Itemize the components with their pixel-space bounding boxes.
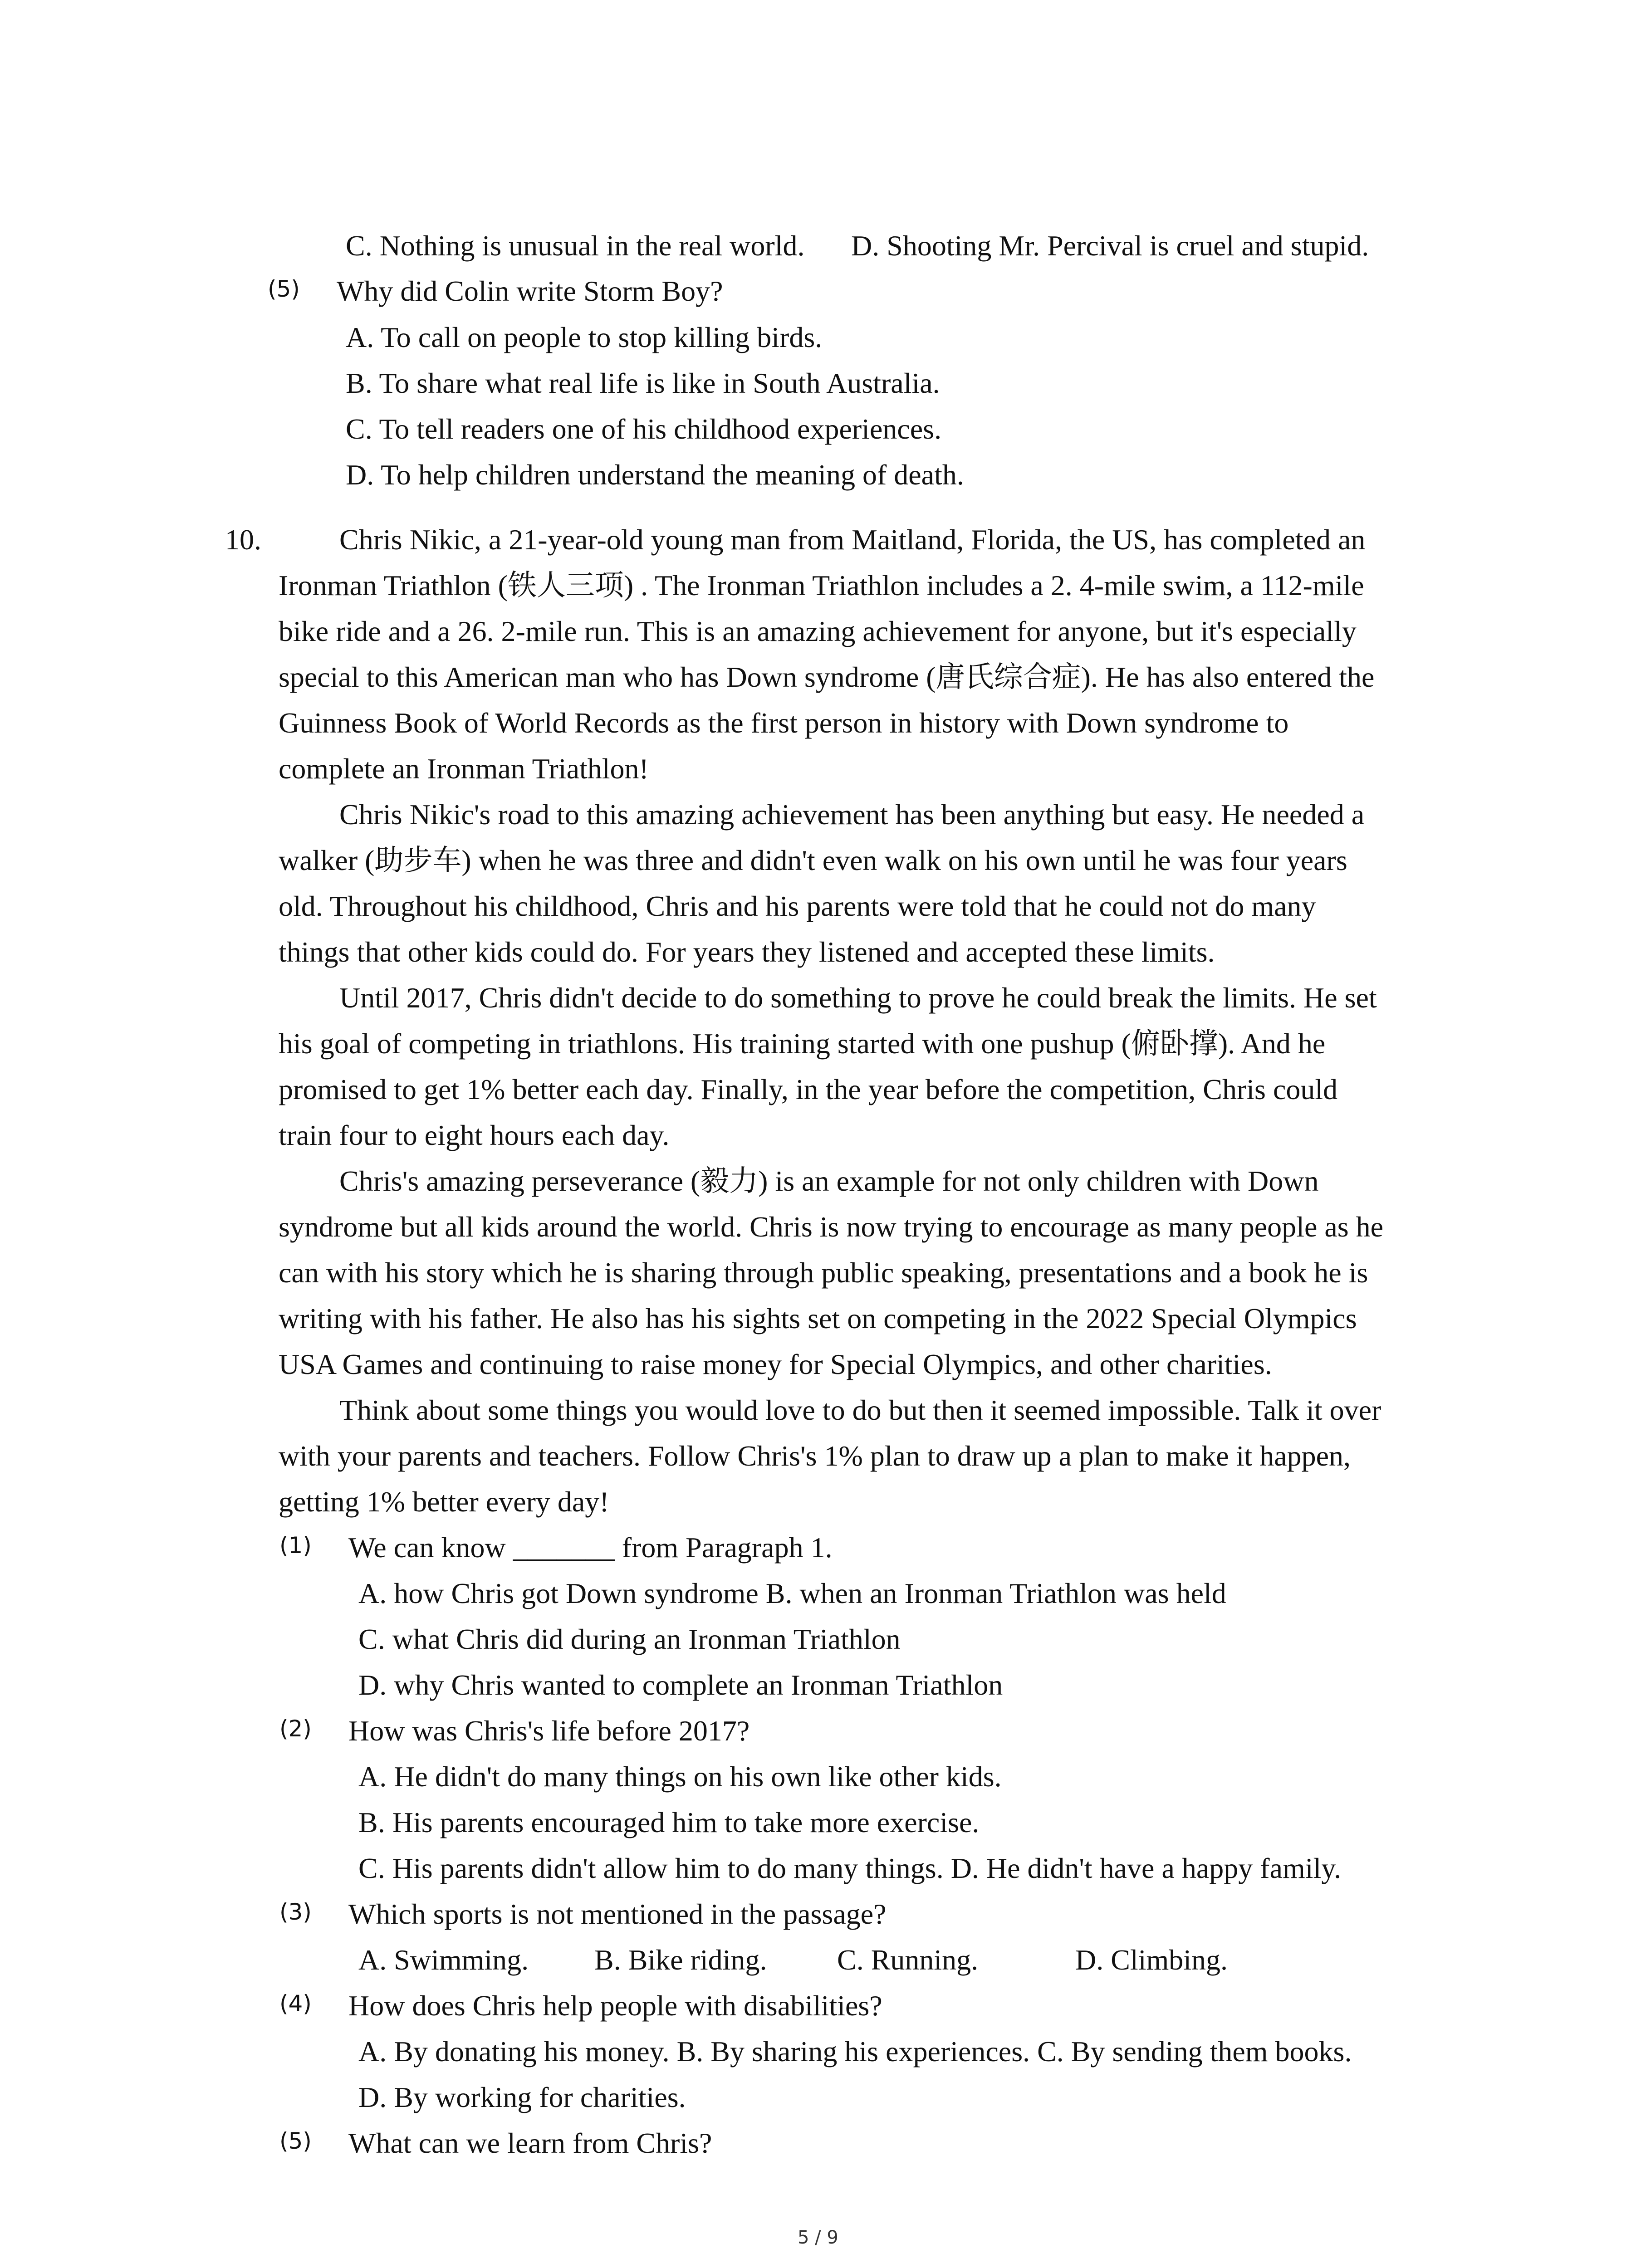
passage-line: Guinness Book of World Records as the first person in history with Down syndrome to — [279, 707, 1289, 739]
q10-number: 10. — [225, 523, 261, 556]
passage-line: getting 1% better every day! — [279, 1486, 609, 1518]
q10-3-number: (3) — [279, 1899, 312, 1925]
q10-5-number: (5) — [279, 2128, 312, 2154]
passage-line: walker (助步车) when he was three and didn't even walk on his own until he was four years — [279, 844, 1347, 876]
passage-line: Chris's amazing perseverance (毅力) is an example for not only children with Down — [339, 1165, 1319, 1197]
q10-4-number: (4) — [279, 1990, 312, 2017]
passage-line: USA Games and continuing to raise money for Special Olympics, and other charities. — [279, 1348, 1272, 1380]
passage-line: Ironman Triathlon (铁人三项) . The Ironman Triathlon includes a 2. 4-mile swim, a 112-mile — [279, 569, 1364, 601]
q10-5-stem: What can we learn from Chris? — [348, 2127, 712, 2159]
q9-5-option-d: D. To help children understand the meaning of death. — [346, 459, 964, 491]
page-number: 5 / 9 — [798, 2227, 838, 2248]
q10-4-option-d: D. By working for charities. — [358, 2081, 686, 2113]
q10-1-stem: We can know _______ from Paragraph 1. — [348, 1531, 833, 1564]
q10-3-option-b: B. Bike riding. — [594, 1944, 767, 1976]
passage-line: train four to eight hours each day. — [279, 1119, 670, 1151]
q9-5-option-a: A. To call on people to stop killing birds. — [346, 321, 823, 353]
passage-line: Chris Nikic, a 21-year-old young man from Maitland, Florida, the US, has completed an — [339, 523, 1366, 556]
passage-line: promised to get 1% better each day. Finally, in the year before the competition, Chris could — [279, 1073, 1338, 1105]
q10-2-options-cd: C. His parents didn't allow him to do many things. D. He didn't have a happy family. — [358, 1852, 1342, 1884]
q9-5-number: (5) — [268, 276, 300, 302]
q10-3-option-d: D. Climbing. — [1075, 1944, 1228, 1976]
q10-2-option-a: A. He didn't do many things on his own like other kids. — [358, 1760, 1002, 1793]
q10-1-number: (1) — [279, 1532, 312, 1559]
q10-1-options-ab: A. how Chris got Down syndrome B. when an Ironman Triathlon was held — [358, 1577, 1226, 1609]
passage-line: his goal of competing in triathlons. His training started with one pushup (俯卧撑). And he — [279, 1027, 1326, 1060]
passage-line: complete an Ironman Triathlon! — [279, 753, 649, 785]
q10-3-option-a: A. Swimming. — [358, 1944, 529, 1976]
passage-line: writing with his father. He also has his sights set on competing in the 2022 Special Olympics — [279, 1302, 1357, 1334]
q9-5-stem: Why did Colin write Storm Boy? — [337, 275, 723, 307]
q10-1-option-c: C. what Chris did during an Ironman Triathlon — [358, 1623, 901, 1655]
q10-1-option-d: D. why Chris wanted to complete an Ironman Triathlon — [358, 1669, 1003, 1701]
passage-line: old. Throughout his childhood, Chris and his parents were told that he could not do many — [279, 890, 1316, 922]
passage-line: syndrome but all kids around the world. Chris is now trying to encourage as many people as he — [279, 1211, 1384, 1243]
q10-2-option-b: B. His parents encouraged him to take more exercise. — [358, 1806, 980, 1838]
passage-line: things that other kids could do. For years they listened and accepted these limits. — [279, 936, 1215, 968]
q9-4-option-c: C. Nothing is unusual in the real world. — [346, 230, 805, 262]
passage-line: special to this American man who has Down syndrome (唐氏综合症). He has also entered the — [279, 661, 1375, 693]
passage-line: Until 2017, Chris didn't decide to do something to prove he could break the limits. He set — [339, 982, 1377, 1014]
passage-line: Chris Nikic's road to this amazing achievement has been anything but easy. He needed a — [339, 798, 1365, 831]
q10-2-number: (2) — [279, 1716, 312, 1742]
q10-4-options-abc: A. By donating his money. B. By sharing his experiences. C. By sending them books. — [358, 2035, 1352, 2068]
passage-line: Think about some things you would love to do but then it seemed impossible. Talk it over — [339, 1394, 1381, 1426]
q10-3-option-c: C. Running. — [837, 1944, 979, 1976]
q10-2-stem: How was Chris's life before 2017? — [348, 1715, 750, 1747]
q10-4-stem: How does Chris help people with disabilities? — [348, 1989, 882, 2022]
passage-line: bike ride and a 26. 2-mile run. This is an amazing achievement for anyone, but it's especially — [279, 615, 1357, 647]
passage-line: can with his story which he is sharing through public speaking, presentations and a book he is — [279, 1256, 1368, 1289]
q10-3-stem: Which sports is not mentioned in the passage? — [348, 1898, 887, 1930]
passage-line: with your parents and teachers. Follow Chris's 1% plan to draw up a plan to make it happen, — [279, 1440, 1351, 1472]
q9-4-option-d: D. Shooting Mr. Percival is cruel and stupid. — [851, 230, 1369, 262]
q9-5-option-b: B. To share what real life is like in South Australia. — [346, 367, 940, 399]
q9-5-option-c: C. To tell readers one of his childhood experiences. — [346, 413, 942, 445]
